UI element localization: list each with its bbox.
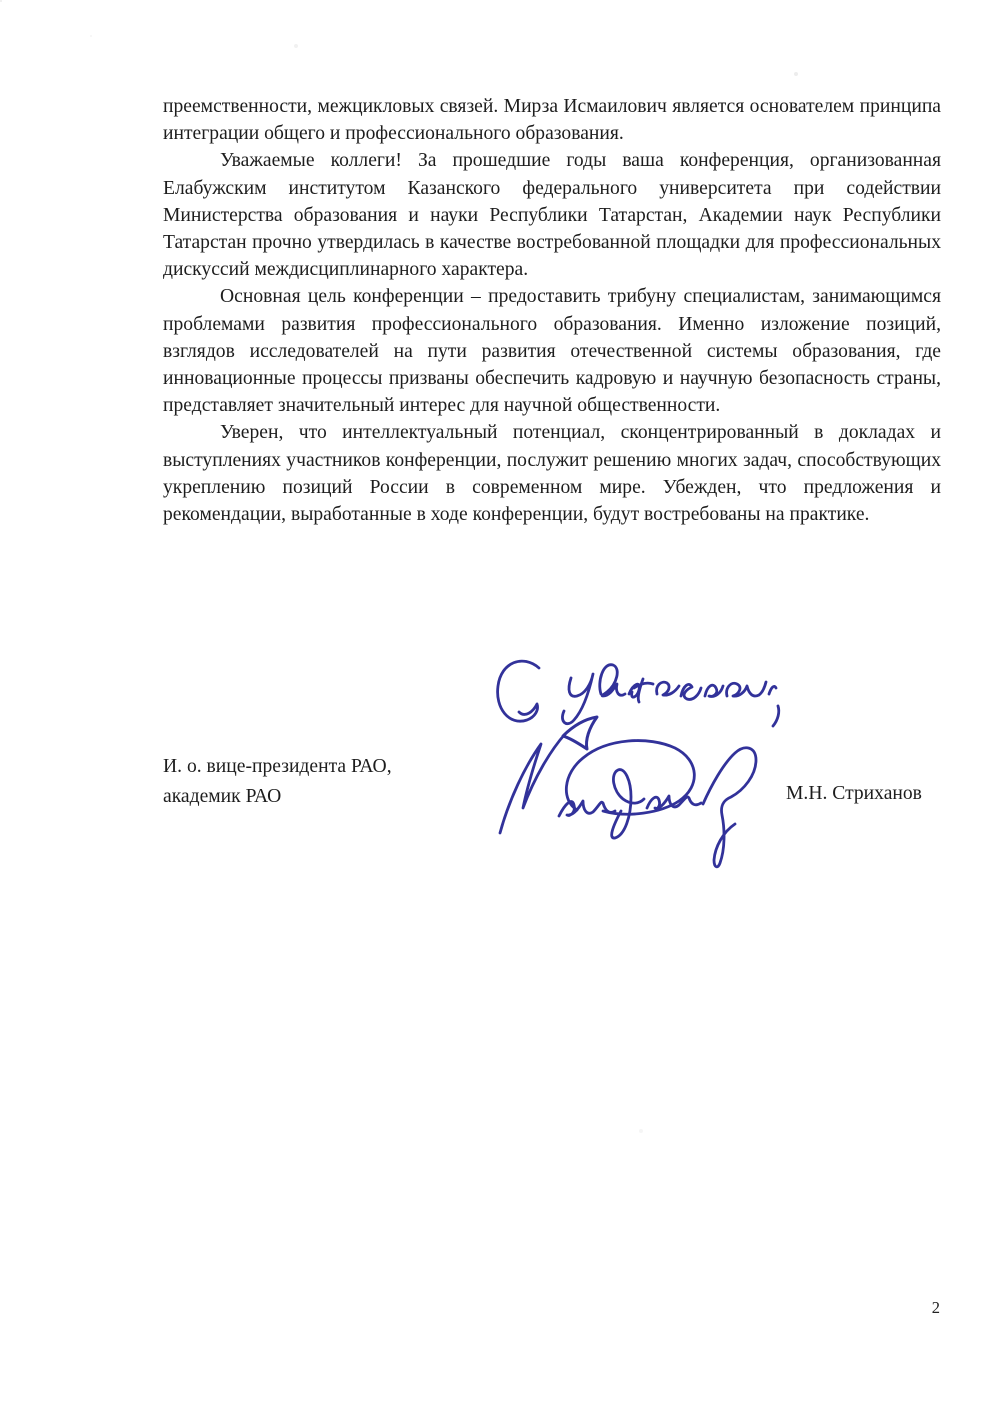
signature-ink-strokes: [498, 661, 779, 867]
page-number: 2: [931, 1298, 940, 1317]
paragraph-conference-goal: Основная цель конференции – предоставить трибуну специалистам, занимающимся проблемами развития профессионального образования. Именно изложение позиций, взглядов исследователей на пути развития отечественной системы образования, где инновационные процессы призваны обеспечить кадровую и научную безопасность страны, представляет значительный интерес для научной общественности.: [163, 286, 941, 417]
signer-name: М.Н. Стриханов: [786, 783, 922, 804]
letter-body: [163, 93, 941, 528]
handwritten-signature: [473, 648, 803, 883]
scan-noise: [0, 0, 2, 2]
paragraph-conclusion: Уверен, что интеллектуальный потенциал, сконцентрированный в докладах и выступлениях участников конференции, послужит решению многих задач, способствующих укреплению позиций России в современном мире. Убежден, что предложения и рекомендации, выработанные в ходе конференции, будут востребованы на практике.: [163, 422, 941, 526]
paragraph-greeting: Уважаемые коллеги! За прошедшие годы ваша конференция, организованная Елабужским институтом Казанского федерального университета при содействии Министерства образования и науки Республики Татарстан, Академии наук Республики Татарстан прочно утвердилась в качестве востребованной площадки для профессиональных дискуссий междисциплинарного характера.: [163, 150, 941, 281]
signer-position-block: [163, 752, 392, 812]
signer-position-line2: академик РАО: [163, 786, 282, 807]
signer-position-line1: И. о. вице-президента РАО,: [163, 756, 392, 777]
paragraph-continuation: преемственности, межцикловых связей. Мирза Исмаилович является основателем принципа интеграции общего и профессионального образования.: [163, 96, 941, 145]
